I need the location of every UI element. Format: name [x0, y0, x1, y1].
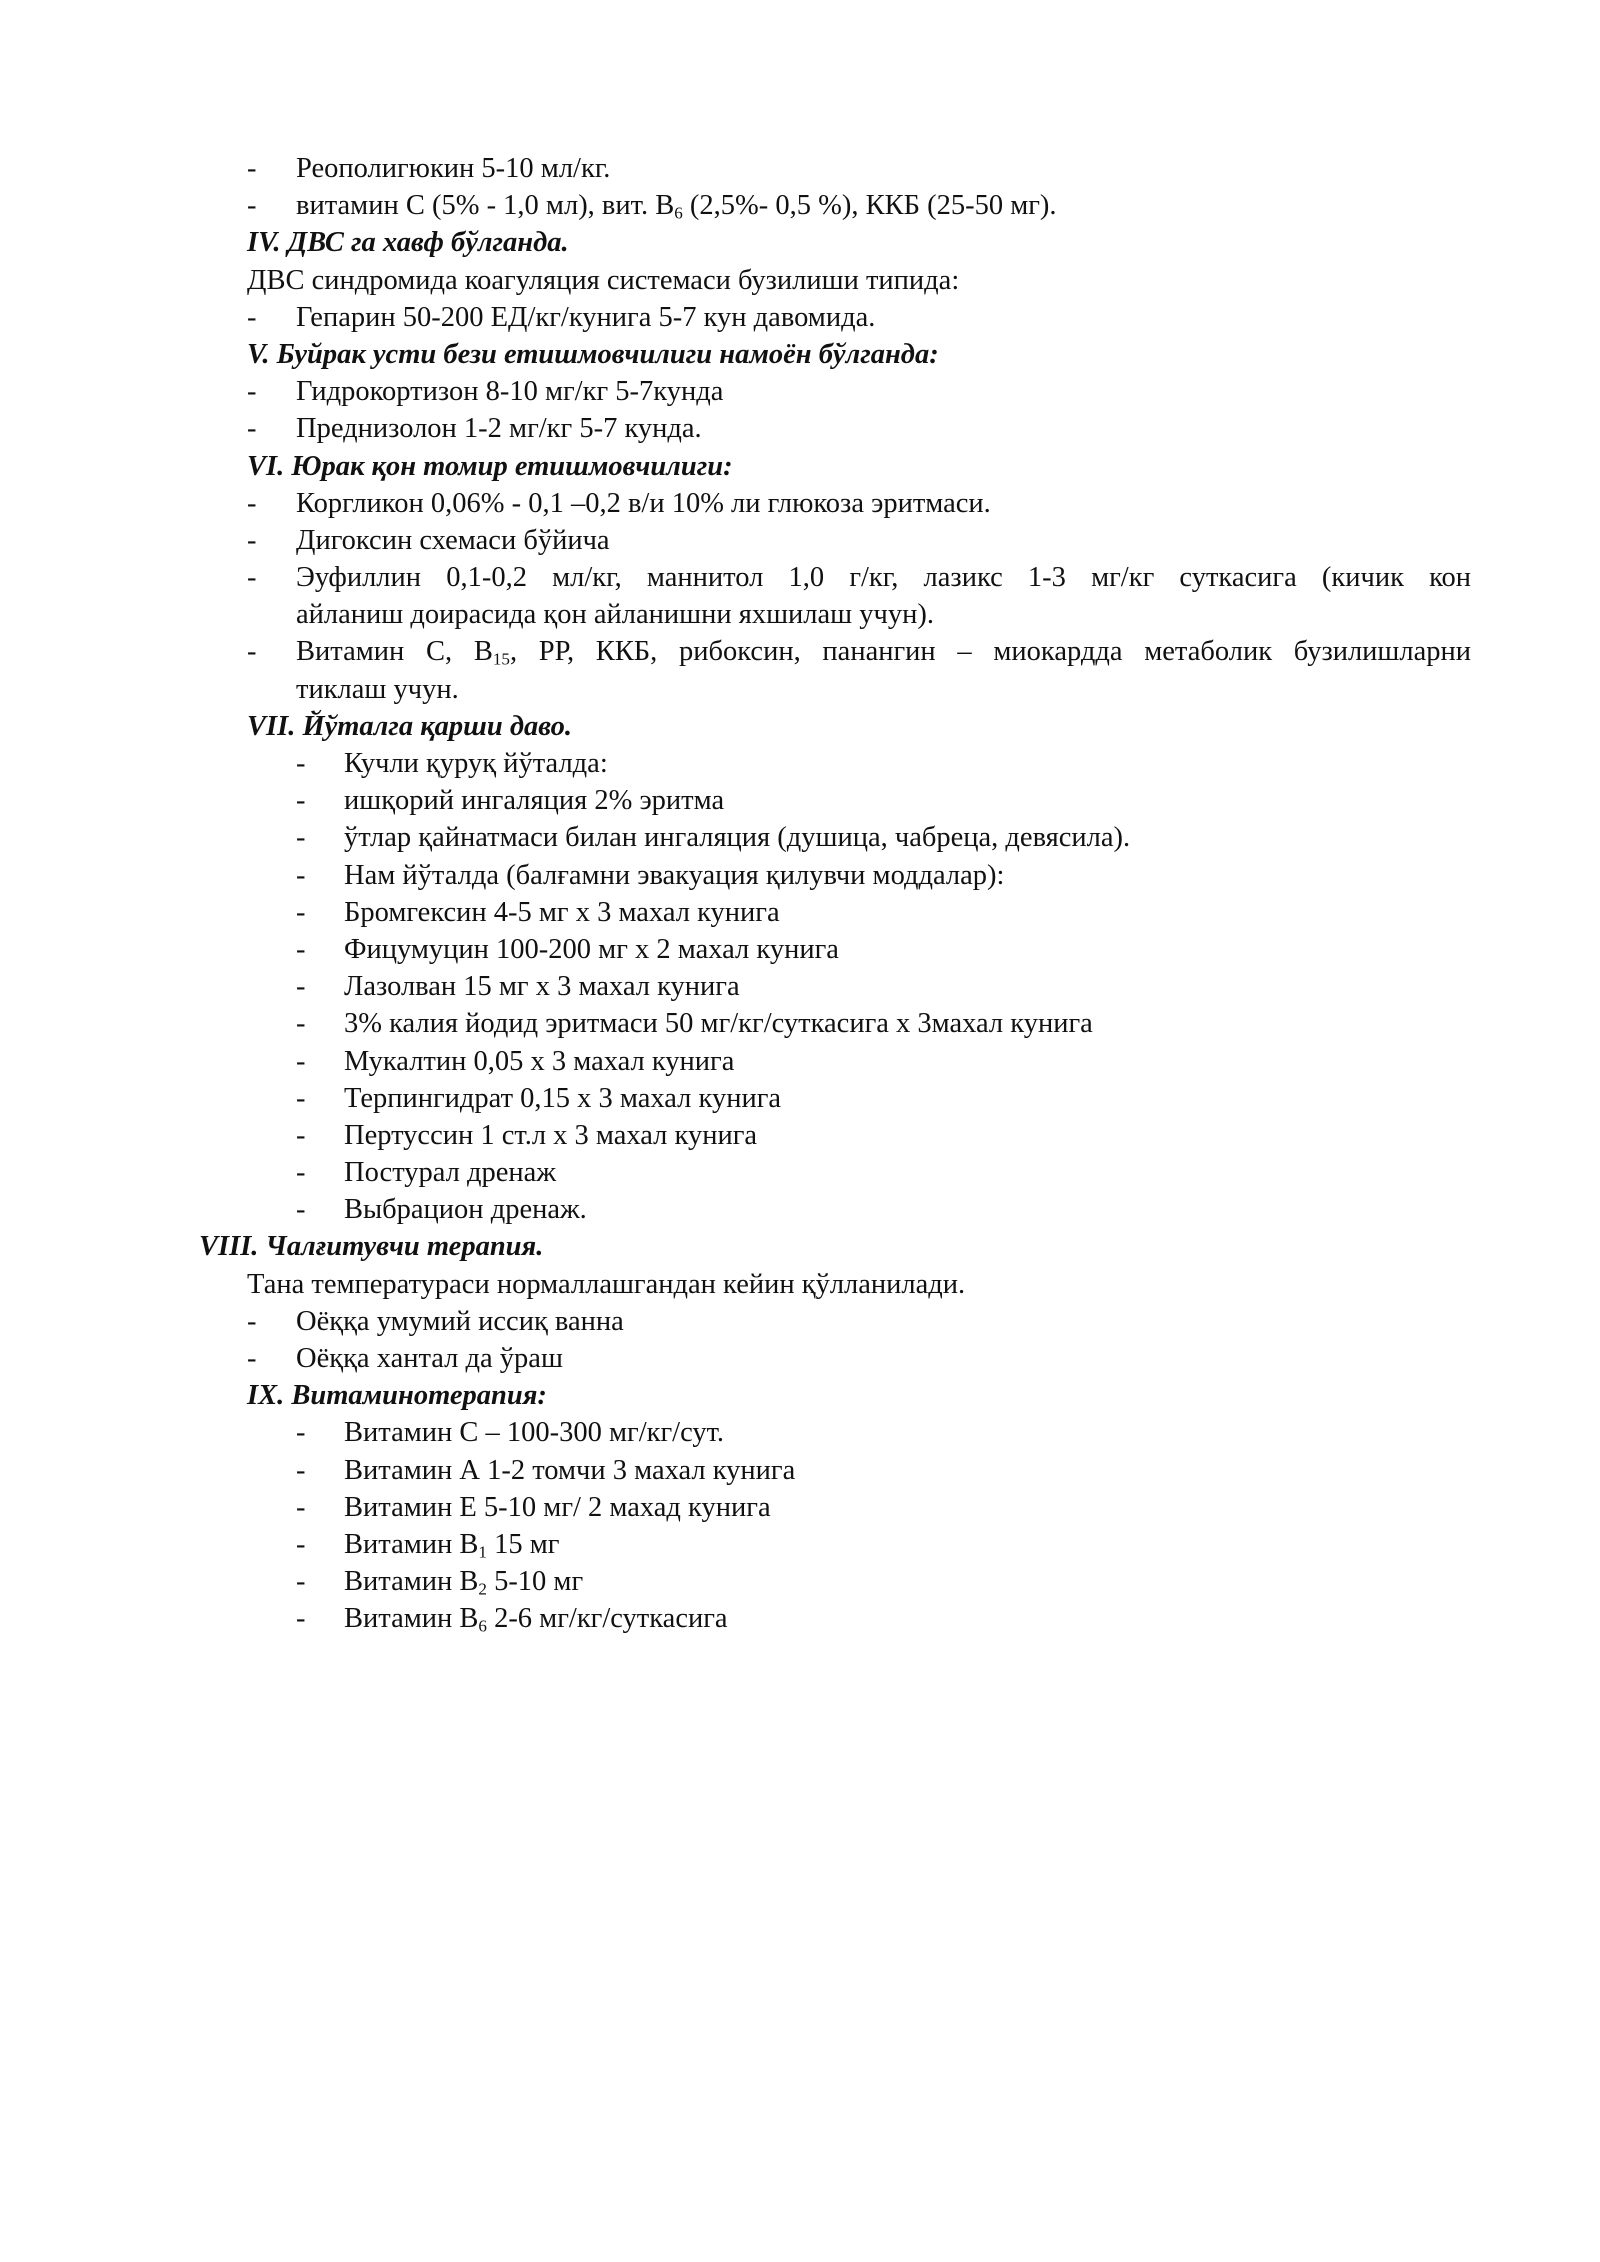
line-text: Витамин А 1-2 томчи 3 махал кунига [344, 1454, 796, 1486]
line-text: Оёққа умумий иссиқ ванна [296, 1305, 624, 1337]
list-item [0, 633, 1600, 670]
line-text: IV. ДВС га хавф бўлганда. [247, 227, 569, 259]
bullet-dash: - [247, 1343, 257, 1374]
bullet-dash: - [296, 896, 306, 928]
bullet-dash: - [296, 971, 306, 1003]
list-item [0, 373, 1600, 410]
sub-list-item [0, 894, 1600, 931]
sub-list-item [0, 931, 1600, 968]
line-text [296, 633, 1471, 670]
sub-list-item [0, 1489, 1600, 1526]
bullet-dash: - [247, 190, 257, 222]
line-text: VII. Йўталга қарши даво. [247, 710, 572, 742]
line-text: ўтлар қайнатмаси билан ингаляция (душица, чабреца, девясила). [344, 822, 1131, 854]
line-text: Лазолван 15 мг х 3 махал кунига [344, 971, 740, 1003]
paragraph [0, 1266, 1600, 1303]
line-text: Дигоксин схемаси бўйича [296, 524, 610, 556]
list-item [0, 559, 1600, 596]
line-text: Тана температураси нормаллашгандан кейин қўлланилади. [247, 1268, 966, 1300]
bullet-dash: - [296, 1491, 306, 1523]
text-run: Витамин В [344, 1603, 479, 1635]
bullet-dash: - [247, 636, 257, 668]
line-text: VIII. Чалғитувчи терапия. [199, 1231, 544, 1263]
sub-list-item [0, 1154, 1600, 1191]
line-text: ДВС синдромида коагуляция системаси бузилиши типида: [247, 264, 960, 296]
sub-list-item [0, 1043, 1600, 1080]
line-text: V. Буйрак усти бези етишмовчилиги намоён бўлганда: [247, 338, 939, 370]
section-heading [0, 1228, 1600, 1265]
bullet-dash: - [296, 1417, 306, 1449]
line-text: Оёққа хантал да ўраш [296, 1343, 563, 1374]
text-run: витамин С (5% - 1,0 мл), вит. В [296, 190, 675, 222]
bullet-dash: - [296, 1603, 306, 1635]
bullet-dash: - [296, 933, 306, 965]
bullet-dash: - [296, 1045, 306, 1077]
list-item [0, 522, 1600, 559]
line-text: тиклаш учун. [296, 673, 459, 705]
bullet-dash: - [296, 1157, 306, 1189]
line-text: ишқорий ингаляция 2% эритма [344, 785, 725, 817]
list-item [0, 150, 1600, 187]
line-text: Гидрокортизон 8-10 мг/кг 5-7кунда [296, 376, 724, 408]
bullet-dash: - [247, 562, 257, 594]
text-run: , РР, ККБ, рибоксин, панангин – миокардда метаболик бузилишларни [509, 636, 1471, 668]
sub-list-item [0, 1191, 1600, 1228]
text-run: 15 мг [486, 1528, 560, 1560]
bullet-dash: - [296, 1454, 306, 1486]
line-text: Бромгексин 4-5 мг х 3 махал кунига [344, 896, 780, 928]
sub-list-item [0, 1117, 1600, 1154]
subscript: 15 [492, 649, 510, 669]
bullet-dash: - [247, 1305, 257, 1337]
line-text: Преднизолон 1-2 мг/кг 5-7 кунда. [296, 413, 702, 445]
sub-list-item [0, 1452, 1600, 1489]
text-run: Витамин С, В [296, 636, 493, 668]
sub-list-item [0, 782, 1600, 819]
line-text: 3% калия йодид эритмаси 50 мг/кг/суткасига х 3махал кунига [344, 1008, 1093, 1040]
bullet-dash: - [296, 1194, 306, 1226]
document-page [0, 150, 1600, 1638]
sub-list-item [0, 819, 1600, 856]
line-text: VI. Юрак қон томир етишмовчилиги: [247, 450, 733, 482]
text-run: (2,5%- 0,5 %), ККБ (25-50 мг). [682, 190, 1057, 222]
list-item-continuation [0, 671, 1600, 708]
line-text: Пертуссин 1 ст.л х 3 махал кунига [344, 1119, 758, 1151]
list-item [0, 187, 1600, 224]
text-run: Витамин В [344, 1528, 479, 1560]
line-text [296, 187, 1057, 224]
bullet-dash: - [296, 1566, 306, 1598]
line-text: Мукалтин 0,05 х 3 махал кунига [344, 1045, 735, 1077]
sub-list-item [0, 1414, 1600, 1451]
subscript: 6 [674, 203, 683, 223]
section-heading [0, 448, 1600, 485]
sub-list-item [0, 1080, 1600, 1117]
list-item [0, 485, 1600, 522]
list-item-continuation [0, 596, 1600, 633]
line-text [344, 1563, 583, 1600]
sub-list-item [0, 968, 1600, 1005]
line-text: Кучли қуруқ йўталда: [344, 748, 608, 779]
line-text: IX. Витаминотерапия: [247, 1380, 547, 1412]
bullet-dash: - [296, 1119, 306, 1151]
paragraph [0, 262, 1600, 299]
sub-list-item [0, 1005, 1600, 1042]
subscript: 6 [478, 1616, 487, 1636]
line-text: Витамин Е 5-10 мг/ 2 махад кунига [344, 1491, 771, 1523]
sub-list-item [0, 1600, 1600, 1637]
sub-list-item [0, 857, 1600, 894]
bullet-dash: - [296, 1082, 306, 1114]
subscript: 1 [478, 1542, 487, 1562]
section-heading [0, 336, 1600, 373]
bullet-dash: - [247, 524, 257, 556]
bullet-dash: - [247, 376, 257, 408]
list-item [0, 410, 1600, 447]
text-run: 2-6 мг/кг/суткасига [486, 1603, 728, 1635]
sub-list-item [0, 745, 1600, 782]
bullet-dash: - [296, 785, 306, 817]
list-item [0, 1340, 1600, 1377]
text-run: 5-10 мг [486, 1566, 584, 1598]
bullet-dash: - [296, 822, 306, 854]
list-item [0, 299, 1600, 336]
bullet-dash: - [247, 413, 257, 445]
line-text: Коргликон 0,06% - 0,1 –0,2 в/и 10% ли глюкоза эритмаси. [296, 487, 991, 519]
bullet-dash: - [296, 1008, 306, 1040]
line-text: Реополигюкин 5-10 мл/кг. [296, 153, 611, 184]
bullet-dash: - [296, 859, 306, 891]
line-text: айланиш доирасида қон айланишни яхшилаш учун). [296, 599, 934, 631]
sub-list-item [0, 1526, 1600, 1563]
list-item [0, 1303, 1600, 1340]
bullet-dash: - [247, 301, 257, 333]
text-run: Витамин В [344, 1566, 479, 1598]
bullet-dash: - [296, 1528, 306, 1560]
sub-list-item [0, 1563, 1600, 1600]
line-text: Витамин С – 100-300 мг/кг/сут. [344, 1417, 725, 1449]
line-text: Фицумуцин 100-200 мг х 2 махал кунига [344, 933, 839, 965]
line-text: Гепарин 50-200 ЕД/кг/кунига 5-7 кун давомида. [296, 301, 876, 333]
subscript: 2 [478, 1579, 487, 1599]
line-text: Терпингидрат 0,15 х 3 махал кунига [344, 1082, 782, 1114]
line-text: Нам йўталда (балғамни эвакуация қилувчи моддалар): [344, 859, 1005, 891]
bullet-dash: - [296, 748, 306, 779]
line-text: Эуфиллин 0,1-0,2 мл/кг, маннитол 1,0 г/кг, лазикс 1-3 мг/кг суткасига (кичик кон [296, 562, 1471, 594]
section-heading [0, 1377, 1600, 1414]
line-text [344, 1600, 728, 1637]
section-heading [0, 224, 1600, 261]
line-text [344, 1526, 559, 1563]
line-text: Постурал дренаж [344, 1157, 557, 1189]
bullet-dash: - [247, 153, 257, 184]
bullet-dash: - [247, 487, 257, 519]
line-text: Выбрацион дренаж. [344, 1194, 587, 1226]
section-heading [0, 708, 1600, 745]
